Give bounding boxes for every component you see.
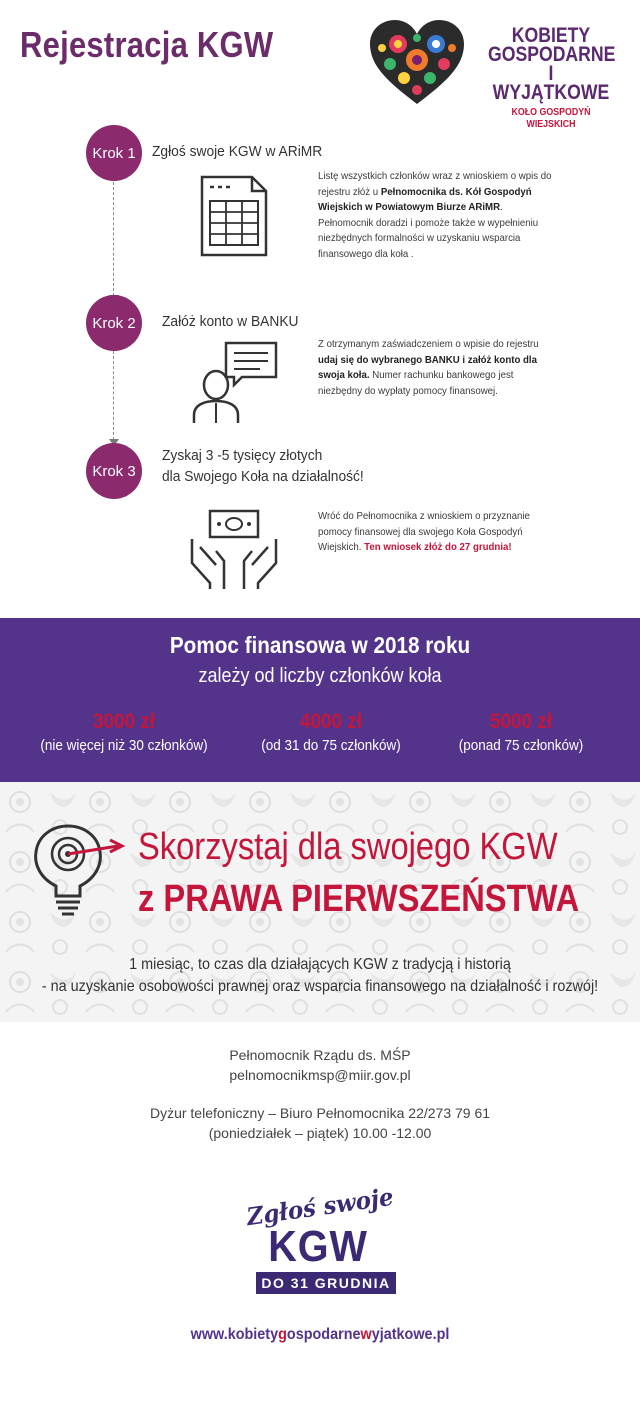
url-segment: g <box>278 1326 287 1343</box>
cta-headline: Skorzystaj dla swojego KGW <box>138 826 558 868</box>
office-hours: (poniedziałek – piątek) 10.00 -12.00 <box>208 1125 432 1141</box>
step-description <box>318 509 539 556</box>
phone-line: Dyżur telefoniczny – Biuro Pełnomocnika 22/273 79 61 <box>149 1105 491 1121</box>
logo-line: I WYJĄTKOWE <box>492 62 610 104</box>
lightbulb-target-icon <box>26 824 126 916</box>
funding-tier <box>421 710 621 754</box>
description-segment: udaj się do wybranego BANKU i załóż konto dla swoja koła. <box>318 353 537 381</box>
description-segment: Listę wszystkich członków wraz z wnioskiem o wpis do rejestru złóż u <box>318 170 552 198</box>
description-segment: Numer rachunku bankowego jest niezbędny do wypłaty pomocy finansowej. <box>318 369 514 397</box>
email-link[interactable]: pelnomocnikmsp@miir.gov.pl <box>229 1067 411 1083</box>
description-segment: Z otrzymanym zaświadczeniem o wpisie do rejestru <box>318 338 539 350</box>
step-connector <box>113 351 114 445</box>
logo-line: GOSPODARNE <box>488 43 616 66</box>
step-title: Zgłoś swoje KGW w ARiMR <box>152 143 323 160</box>
funding-title: Pomoc finansowa w 2018 roku <box>169 632 471 658</box>
step-connector <box>113 177 114 301</box>
page-title: Rejestracja KGW <box>20 24 274 65</box>
contact-block <box>0 1045 640 1143</box>
description-segment: Wróć do Pełnomocnika z wnioskiem o przyznanie pomocy finansowej dla swojego Koła Gospodyń Wiejskich. <box>318 510 530 553</box>
step-description <box>318 169 557 262</box>
badge-deadline: DO 31 GRUDNIA <box>256 1272 396 1294</box>
step-title-line: Zyskaj 3 -5 tysięcy złotych <box>162 447 323 464</box>
description-segment: . Pełnomocnik doradzi i pomoże także w wypełnieniu niezbędnych formalności w uzyskaniu wsparcia finansowego dla koła . <box>318 201 539 260</box>
folk-heart-logo-icon <box>368 18 466 108</box>
funding-tier <box>24 710 224 754</box>
url-segment: w <box>360 1326 372 1343</box>
description-segment: Ten wniosek złóż do 27 grudnia! <box>364 541 512 553</box>
logo-wordmark <box>476 26 626 130</box>
url-segment: yjatkowe.pl <box>371 1326 450 1343</box>
funding-band <box>0 618 640 782</box>
url-segment: www.kobiety <box>190 1326 279 1343</box>
step-description <box>318 337 550 399</box>
steps-section <box>0 125 640 605</box>
tier-amount: 5000 zł <box>489 710 552 733</box>
register-badge <box>228 1181 408 1302</box>
step-title: Załóż konto w BANKU <box>162 313 299 330</box>
cta-headline-emphasis: z PRAWA PIERWSZEŃSTWA <box>138 878 580 920</box>
hands-money-icon <box>188 503 280 591</box>
step-badge: Krok 1 <box>86 125 142 181</box>
tier-note: (ponad 75 członków) <box>458 737 584 754</box>
tier-amount: 3000 zł <box>92 710 155 733</box>
logo-subtitle: KOŁO GOSPODYŃ WIEJSKICH <box>511 106 591 130</box>
badge-script-text: Zgłoś swoje <box>244 1181 396 1232</box>
cta-note-line: 1 miesiąc, to czas dla działających KGW z tradycją i historią <box>129 956 511 973</box>
office-name: Pełnomocnik Rządu ds. MŚP <box>229 1047 411 1063</box>
tier-amount: 4000 zł <box>299 710 362 733</box>
priority-cta-section <box>0 782 640 1022</box>
tier-note: (od 31 do 75 członków) <box>261 737 401 754</box>
cta-note <box>32 954 608 998</box>
description-segment: Pełnomocnika ds. Kół Gospodyń Wiejskich w Powiatowym Biurze ARiMR <box>318 185 532 213</box>
step-badge: Krok 3 <box>86 443 142 499</box>
step-badge: Krok 2 <box>86 295 142 351</box>
funding-tier <box>231 710 431 754</box>
website-link[interactable] <box>32 1326 608 1344</box>
step-title-line: dla Swojego Koła na działalność! <box>162 468 364 485</box>
logo-line: KOBIETY <box>511 24 591 47</box>
cta-note-line: - na uzyskanie osobowości prawnej oraz wsparcia finansowego na działalność i rozwój! <box>41 978 599 995</box>
person-speech-icon <box>192 339 282 425</box>
url-segment: ospodarne <box>286 1326 361 1343</box>
funding-subtitle: zależy od liczby członków koła <box>198 665 442 687</box>
form-document-icon <box>196 171 272 261</box>
header <box>0 0 640 130</box>
step-title <box>162 445 364 487</box>
tier-note: (nie więcej niż 30 członków) <box>40 737 208 754</box>
badge-kgw-text: KGW <box>268 1222 368 1271</box>
